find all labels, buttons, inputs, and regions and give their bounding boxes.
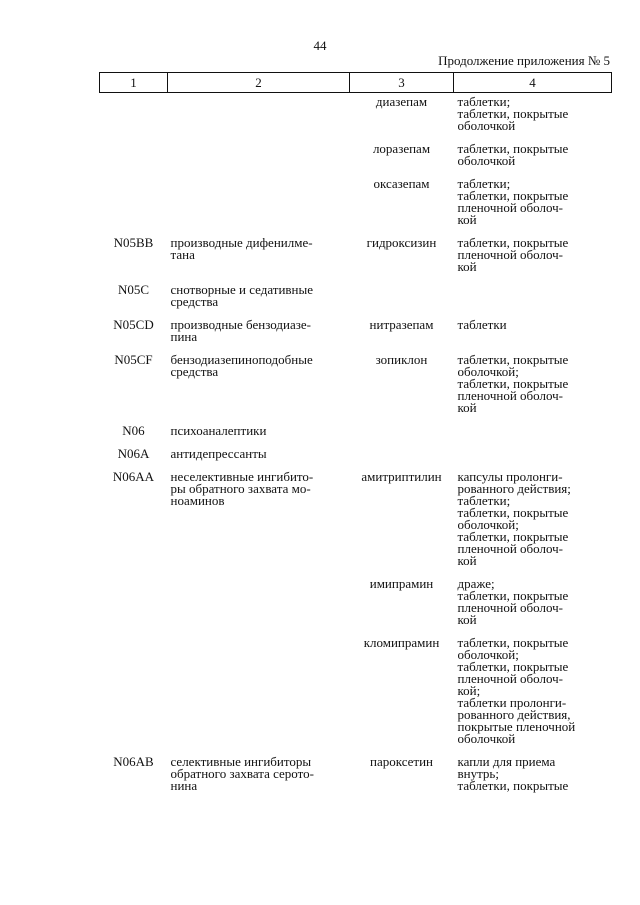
atc-code-cell [100, 354, 168, 425]
dosage-form-line: пленочной оболоч- [457, 247, 563, 262]
group-name-line: психоаналептики [170, 423, 267, 438]
dosage-form-cell [454, 237, 612, 284]
dosage-form-line: оболочкой; [457, 517, 519, 532]
dosage-form-line: кой [457, 212, 477, 227]
table-row [100, 93, 612, 144]
dosage-form-line: пленочной оболоч- [457, 671, 563, 686]
atc-code-cell [100, 143, 168, 178]
column-header-1: 1 [100, 73, 168, 93]
drug-name: имипрамин [369, 576, 434, 591]
group-name-line: селективные ингибиторы [170, 754, 312, 769]
anatomical-group-cell [168, 319, 350, 354]
anatomical-group-cell [168, 637, 350, 756]
table-row [100, 448, 612, 471]
group-name-line: обратного захвата серото- [170, 766, 314, 781]
dosage-form-line: рованного действия, [457, 707, 571, 722]
dosage-form-cell [454, 448, 612, 471]
dosage-form-line: таблетки, покрытые [457, 778, 569, 793]
group-name-line: средства [170, 364, 219, 379]
anatomical-group-cell [168, 471, 350, 578]
dosage-form-line: капли для приема [457, 754, 556, 769]
column-header-2: 2 [168, 73, 350, 93]
dosage-form-cell [454, 354, 612, 425]
group-name-line: ры обратного захвата мо- [170, 481, 311, 496]
anatomical-group-cell [168, 178, 350, 237]
drug-name: кломипрамин [363, 635, 440, 650]
anatomical-group-cell [168, 578, 350, 637]
table-row [100, 319, 612, 354]
dosage-form-line: таблетки; [457, 94, 511, 109]
table-row [100, 756, 612, 803]
drug-name-cell [350, 284, 454, 319]
table-row [100, 237, 612, 284]
dosage-form-line: пленочной оболоч- [457, 200, 563, 215]
dosage-form-line: оболочкой [457, 153, 516, 168]
atc-code: N06AB [113, 754, 154, 769]
dosage-form-cell [454, 93, 612, 144]
dosage-form-line: рованного действия; [457, 481, 571, 496]
anatomical-group-cell [168, 448, 350, 471]
table-row [100, 425, 612, 448]
anatomical-group-cell [168, 284, 350, 319]
anatomical-group-cell [168, 756, 350, 803]
dosage-form-cell [454, 471, 612, 578]
dosage-form-line: драже; [457, 576, 495, 591]
dosage-form-line: таблетки, покрытые [457, 106, 569, 121]
drug-name-cell [350, 319, 454, 354]
table-row [100, 284, 612, 319]
column-header-4: 4 [454, 73, 612, 93]
table-row [100, 471, 612, 578]
drug-table [99, 72, 612, 803]
atc-code-cell [100, 756, 168, 803]
dosage-form-line: пленочной оболоч- [457, 541, 563, 556]
atc-code-cell [100, 284, 168, 319]
dosage-form-line: пленочной оболоч- [457, 600, 563, 615]
group-name-line: пина [170, 329, 198, 344]
table-row [100, 178, 612, 237]
dosage-form-line: оболочкой [457, 731, 516, 746]
atc-code: N05BB [113, 235, 154, 250]
dosage-form-line: кой [457, 259, 477, 274]
dosage-form-line: оболочкой; [457, 647, 519, 662]
drug-name: нитразепам [369, 317, 434, 332]
dosage-form-cell [454, 284, 612, 319]
anatomical-group-cell [168, 93, 350, 144]
dosage-form-cell [454, 578, 612, 637]
table-header [100, 73, 612, 93]
dosage-form-line: таблетки, покрытые [457, 588, 569, 603]
dosage-form-line: кой [457, 553, 477, 568]
appendix-note: Продолжение приложения № 5 [438, 53, 610, 68]
dosage-form-line: кой [457, 400, 477, 415]
dosage-form-line: таблетки, покрытые [457, 376, 569, 391]
atc-code-cell [100, 425, 168, 448]
group-name-line: снотворные и седативные [170, 282, 314, 297]
group-name-line: средства [170, 294, 219, 309]
dosage-form-cell [454, 178, 612, 237]
dosage-form-line: оболочкой [457, 118, 516, 133]
dosage-form-cell [454, 637, 612, 756]
drug-name-cell [350, 578, 454, 637]
dosage-form-line: таблетки, покрытые [457, 235, 569, 250]
dosage-form-line: таблетки, покрытые [457, 529, 569, 544]
dosage-form-line: капсулы пролонги- [457, 469, 563, 484]
drug-name-cell [350, 756, 454, 803]
atc-code-cell [100, 237, 168, 284]
dosage-form-line: оболочкой; [457, 364, 519, 379]
drug-name: оксазепам [373, 176, 430, 191]
drug-name-cell [350, 471, 454, 578]
dosage-form-line: кой; [457, 683, 481, 698]
group-name-line: антидепрессанты [170, 446, 267, 461]
table-row [100, 578, 612, 637]
dosage-form-line: таблетки, покрытые [457, 352, 569, 367]
atc-code: N06AA [112, 469, 155, 484]
atc-code-cell [100, 471, 168, 578]
dosage-form-line: таблетки, покрытые [457, 505, 569, 520]
group-name-line: производные дифенилме- [170, 235, 313, 250]
table-body [100, 93, 612, 804]
atc-code: N05CF [114, 352, 153, 367]
drug-name: диазепам [375, 94, 428, 109]
drug-name: пароксетин [369, 754, 433, 769]
drug-name-cell [350, 425, 454, 448]
group-name-line: производные бензодиазе- [170, 317, 311, 332]
drug-name: лоразепам [372, 141, 431, 156]
drug-name-cell [350, 143, 454, 178]
dosage-form-line: таблетки [457, 317, 507, 332]
drug-name-cell [350, 354, 454, 425]
drug-name-cell [350, 93, 454, 144]
group-name-line: ноаминов [170, 493, 225, 508]
dosage-form-cell [454, 143, 612, 178]
atc-code: N06 [122, 423, 145, 438]
group-name-line: тана [170, 247, 195, 262]
dosage-form-cell [454, 756, 612, 803]
table-row [100, 143, 612, 178]
atc-code-cell [100, 93, 168, 144]
atc-code-cell [100, 637, 168, 756]
drug-name: гидроксизин [366, 235, 437, 250]
drug-name-cell [350, 637, 454, 756]
table-row [100, 354, 612, 425]
dosage-form-line: покрытые пленочной [457, 719, 576, 734]
dosage-form-line: таблетки; [457, 176, 511, 191]
dosage-form-line: таблетки, покрытые [457, 188, 569, 203]
atc-code: N06A [117, 446, 150, 461]
anatomical-group-cell [168, 143, 350, 178]
drug-name-cell [350, 178, 454, 237]
drug-name: зопиклон [375, 352, 428, 367]
anatomical-group-cell [168, 237, 350, 284]
drug-name-cell [350, 237, 454, 284]
dosage-form-line: внутрь; [457, 766, 499, 781]
dosage-form-line: таблетки, покрытые [457, 659, 569, 674]
dosage-form-cell [454, 319, 612, 354]
atc-code-cell [100, 448, 168, 471]
atc-code-cell [100, 578, 168, 637]
page-number: 44 [313, 38, 327, 53]
group-name-line: бензодиазепиноподобные [170, 352, 313, 367]
anatomical-group-cell [168, 354, 350, 425]
table-row [100, 637, 612, 756]
group-name-line: неселективные ингибито- [170, 469, 314, 484]
atc-code: N05CD [113, 317, 154, 332]
dosage-form-line: таблетки пролонги- [457, 695, 567, 710]
atc-code-cell [100, 178, 168, 237]
atc-code-cell [100, 319, 168, 354]
drug-name-cell [350, 448, 454, 471]
anatomical-group-cell [168, 425, 350, 448]
dosage-form-line: кой [457, 612, 477, 627]
group-name-line: нина [170, 778, 198, 793]
dosage-form-line: таблетки; [457, 493, 511, 508]
dosage-form-line: таблетки, покрытые [457, 635, 569, 650]
column-header-3: 3 [350, 73, 454, 93]
drug-name: амитриптилин [361, 469, 442, 484]
atc-code: N05C [117, 282, 150, 297]
dosage-form-line: пленочной оболоч- [457, 388, 563, 403]
dosage-form-line: таблетки, покрытые [457, 141, 569, 156]
dosage-form-cell [454, 425, 612, 448]
